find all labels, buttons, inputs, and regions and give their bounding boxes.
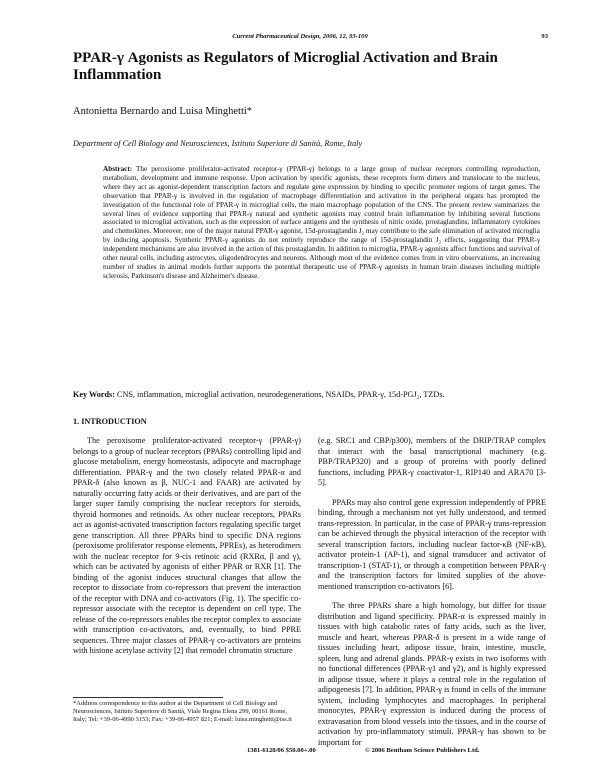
intro-paragraph-2: PPARs may also control gene expression independently of PPRE binding, through a mechanism not yet fully understood, and termed trans-repression. In particular, in the case of PPAR-γ trans-repression can be achieved through the physical interaction of the receptor with several transcription factors, including nuclear factor-κB (NF-κB), activator protein-1 (AP-1), and signal transducer and activator of transcription-1 (STAT-1), or through a competition between PPAR-γ and the transcription factors for limited supplies of the above-mentioned transcription co-activators [6]. — [318, 497, 546, 591]
authors: Antonietta Bernardo and Luisa Minghetti* — [73, 106, 253, 117]
affiliation: Department of Cell Biology and Neurosciences, Istituto Superiore di Sanità, Rome, Italy — [73, 139, 363, 148]
issn-price: 1381-6128/06 $50.00+.00 — [247, 747, 316, 754]
keywords-label: Key Words: — [73, 390, 115, 399]
intro-paragraph-1: The peroxisome proliferator-activated receptor-γ (PPAR-γ) belongs to a group of nuclear receptors (PPARs) controlling lipid and glucose metabolism, energy homeostasis, adipocyte and macrophage differentiation. PPAR-γ and the two closely related PPAR-α and PPAR-δ (also known as β, NUC-1 and FAAR) are activated by naturally occurring fatty acids or their derivatives, and are part of the larger super family comprising the nuclear receptors for steroids, thyroid hormones and retinoids. As other nuclear receptors, PPARs act as agonist-activated transcription factors regulating specific target gene transcription. All three PPARs bind to specific DNA regions (peroxisome proliferator response elements, PPREs), as heterodimers with the nuclear receptor for 9-cis retinoic acid (RXRα, β and γ), which can be activated by agonists of either PPAR or RXR [1]. The binding of the agonist induces structural changes that allow the receptor to dissociate from co-repressors that prevent the interaction of the receptor with DNA and co-activators (Fig. 1). The specific co-repressor associate with the receptor is dependent on cell type. The release of the co-repressors enables the receptor complex to associate with transcription co-activators, and, eventually, to bind PPRE sequences. Three major classes of PPAR-γ co-activators are proteins with histone acetylase activity [2] that remodel chromatin structure — [73, 436, 301, 655]
abstract-text: The peroxisome proliferator-activated receptor-γ (PPAR-γ) belongs to a large group of nuclear receptors controlling reproduction, metabolism, development and immune response. Upon activation by specific agonists, these receptors form dimers and translocate to the nucleus, where they act as agonist-dependent transcription factors and regulate gene expression by binding to specific promoter regions of target genes. The observation that PPAR-γ is involved in the regulation of macrophage differentiation and activation in the peripheral organs has prompted the investigation of the functional role of PPAR-γ in microglial cells, the main macrophage population of the CNS. The present review summarizes the several lines of evidence supporting that PPAR-γ natural and synthetic agonists may control brain inflammation by inhibiting several functions associated to microglial activation, such as the expression of surface antigens and the synthesis of nitric oxide, prostaglandins, inflammatory cytokines and chemokines. Moreover, one of the major natural PPAR-γ agonist, 15d-prostaglandin J₂ may contribute to the safe elimination of activated microglia by inducing apoptosis. Synthetic PPAR-γ agonists do not entirely reproduce the range of 15d-prostaglandin J₂ effects, suggesting that PPAR-γ independent mechanisms are also involved in the action of this prostaglandin. In addition to microglia, PPAR-γ agonists affect functions and survival of other neural cells, including astrocytes, oligodendrocytes and neurons. Although most of the evidence comes from in vitro observations, an increasing number of studies in animal models further supports the potential therapeutic use of PPAR-γ agonists in human brain diseases including multiple sclerosis, Parkinson's disease and Alzheimer's disease. — [103, 165, 540, 280]
keywords — [73, 390, 543, 399]
keywords-text: CNS, inflammation, microglial activation, neurodegenerations, NSAIDs, PPAR-γ, 15d-PGJ₂, TZDs. — [116, 390, 445, 399]
correspondence-footnote: *Address correspondence to this author at the Department of Cell Biology and Neurosciences, Istituto Superiore di Sanità, Viale Regina Elena 299, 00161 Rome, Italy; Tel: +39-06-4990 3153; Fax: +39-06-4957 821; E-mail: luisa.minghetti@iss.it — [73, 700, 292, 724]
left-column — [73, 436, 301, 657]
abstract-label: Abstract: — [103, 165, 133, 173]
copyright: © 2006 Bentham Science Publishers Ltd. — [365, 747, 480, 754]
intro-paragraph-continued: (e.g. SRC1 and CBP/p300), members of the DRIP/TRAP complex that interact with the basal transcriptional machinery (e.g. PBP/TRAP320) and a group of proteins with poorly defined functions, including PPAR-γ coactivator-1, RIP140 and ARA70 [3-5]. — [318, 436, 546, 487]
right-column — [318, 436, 546, 748]
abstract — [103, 165, 540, 281]
footnote-divider — [73, 697, 223, 698]
page-number: 93 — [541, 33, 548, 40]
section-heading: 1. INTRODUCTION — [73, 417, 147, 426]
article-title: PPAR-γ Agonists as Regulators of Microglial Activation and Brain Inflammation — [73, 50, 498, 83]
intro-paragraph-3: The three PPARs share a high homology, but differ for tissue distribution and ligand specificity. PPAR-α is expressed mainly in tissues with high catabolic rates of fatty acids, such as the liver, muscle and heart, whereas PPAR-δ is present in a wide range of tissues including heart, adipose tissue, brain, intestine, muscle, spleen, lung and adrenal glands. PPAR-γ exists in two isoforms with no functional differences (PPAR-γ1 and γ2), and is highly expressed in adipose tissue, where it plays a central role in the regulation of adipogenesis [7]. In addition, PPAR-γ is found in cells of the immune system, including lymphocytes and macrophages. In peripheral monocytes, PPAR-γ expression is induced during the process of extravasation from blood vessels into the tissues, and in the course of activation by pro-inflammatory stimuli. PPAR-γ has shown to be important for — [318, 601, 546, 747]
journal-citation: Current Pharmaceutical Design, 2006, 12, 93-109 — [232, 33, 368, 40]
